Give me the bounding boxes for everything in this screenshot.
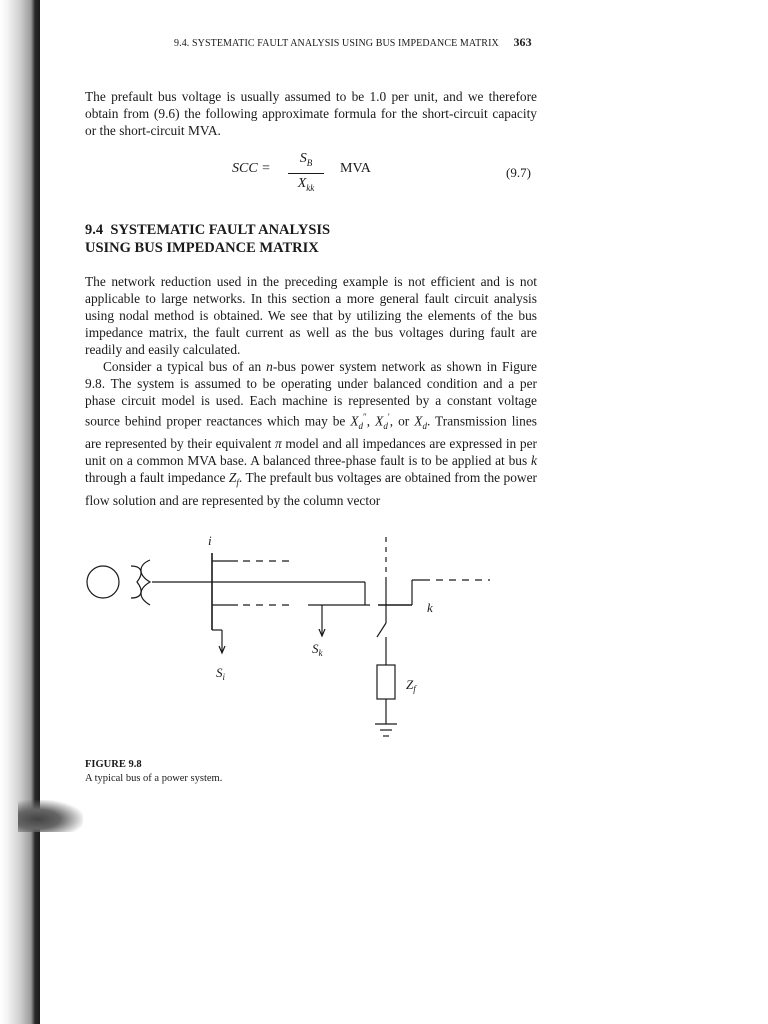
intro-paragraph: The prefault bus voltage is usually assumed to be 1.0 per unit, and we therefore obtain from (9.6) the following approximate formula for the short-circuit capacity or the short-circuit MVA. [85,89,537,138]
section-title-line2: USING BUS IMPEDANCE MATRIX [85,240,319,256]
fault-impedance-box [377,665,395,699]
equation-fraction [288,150,324,197]
generator-symbol [87,566,119,598]
equation-denominator: $X_{kk}$ [297,175,315,193]
bus-diagram [80,525,500,755]
section-title-line1: SYSTEMATIC FAULT ANALYSIS [110,222,331,238]
scan-shadow [18,800,83,832]
running-title: 9.4. SYSTEMATIC FAULT ANALYSIS USING BUS IMPEDANCE MATRIX [174,38,499,49]
paragraph-typical-bus: Consider a typical bus of an n-bus power system network as shown in Figure 9.8. The system is assumed to be operating under balanced condition and a per phase circuit model is used. Each machine is represented by a constant voltage source behind proper reactances which may be $X_d''$, $X_d'$, or $X_d$. Transmission lines are represented by their equivalent π model and all impedances are expressed in per unit on a common MVA base. A balanced three-phase fault is to be applied at bus k through a fault impedance $Z_f$. The prefault bus voltages are obtained from the power flow solution and are represented by the column vector [85,359,537,508]
page-number: 363 [513,35,532,49]
figure-label: FIGURE 9.8 [85,759,142,770]
section-heading [85,221,537,257]
transformer-coil [141,560,150,605]
paragraph-network-reduction: The network reduction used in the preceding example is not efficient and is not applicable to large networks. In this section a more general fault circuit analysis using nodal method is obtained. We see that by utilizing the elements of the bus impedance matrix, the fault current as well as the bus voltages during fault are readily and easily calculated. [85,274,537,357]
equation-9-7 [232,150,432,200]
fault-switch [377,623,386,637]
book-spine-shadow [0,0,40,1024]
label-bus-k: k [427,600,433,615]
label-load-k: $S_k$ [312,641,323,658]
equation-numerator: $S_B$ [299,151,313,168]
equation-lhs: SCC = [232,161,271,176]
equation-number: (9.7) [506,165,531,180]
label-fault-impedance: $Z_f$ [406,677,416,694]
running-head [174,35,534,50]
source-reactance-coil [131,566,141,598]
figure-caption: A typical bus of a power system. [85,773,223,784]
label-load-i: $S_i$ [216,665,226,682]
section-number: 9.4 [85,222,104,238]
label-bus-i: i [208,533,212,548]
equation-unit: MVA [340,161,371,176]
fraction-bar [288,173,324,174]
